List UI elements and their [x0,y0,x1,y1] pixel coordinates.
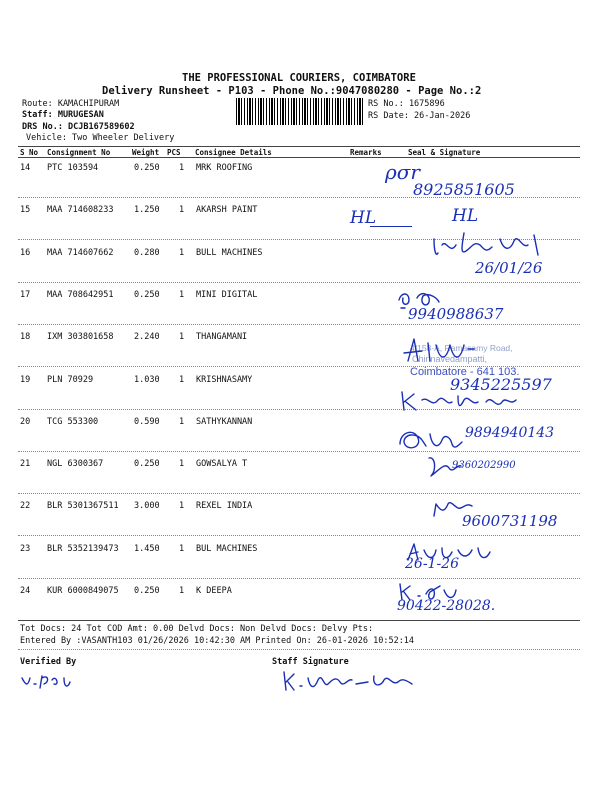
handwritten-phone-19: 9345225597 [450,375,552,394]
staff-signature [280,668,420,694]
cell-weight: 0.250 [134,163,160,173]
cell-sno: 17 [20,290,31,300]
stamp-pin: Coimbatore - 641 103. [410,366,520,378]
cell-consignee: SATHYKANNAN [196,417,253,427]
scribble-14: ρσr [385,160,420,184]
row-separator [18,535,580,536]
col-sno: S No [20,148,39,157]
cell-weight: 0.250 [134,290,160,300]
col-weight: Weight [132,148,160,157]
cell-consignee: THANGAMANI [196,332,248,342]
cell-sno: 18 [20,332,31,342]
company-title: THE PROFESSIONAL COURIERS, COIMBATORE [182,72,416,84]
staff-signature-label: Staff Signature [272,657,349,667]
rs-number: RS No.: 1675896 [368,99,445,109]
header-rule-top [18,146,580,147]
cell-sno: 21 [20,459,31,469]
cell-weight: 3.000 [134,501,160,511]
cell-sno: 15 [20,205,31,215]
verifier-signature [18,668,78,690]
cell-sno: 16 [20,248,31,258]
col-consignment: Consignment No [47,148,111,157]
runsheet-subtitle: Delivery Runsheet - P103 - Phone No.:9047080280 - Page No.:2 [102,85,482,97]
handwritten-remark-15: HL [350,208,377,228]
totals-line: Tot Docs: 24 Tot COD Amt: 0.00 Delvd Docs: Non Delvd Docs: Delvy Pts: [20,624,374,634]
cell-pcs: 1 [179,501,185,511]
cell-consignment: PTC 103594 [47,163,99,173]
cell-sno: 24 [20,586,31,596]
stamp-address: 4/158-A, Ramasamy Road, [410,343,513,353]
cell-weight: 0.590 [134,417,160,427]
cell-pcs: 1 [179,375,185,385]
handwritten-date-23: 26-1-26 [405,556,459,572]
cell-consignee: GOWSALYA T [196,459,248,469]
cell-sno: 14 [20,163,31,173]
cell-consignment: BLR 5352139473 [47,544,119,554]
handwritten-phone-18: 9940988637 [408,305,504,323]
cell-pcs: 1 [179,290,185,300]
row-separator [18,282,580,283]
col-pcs: PCS [167,148,181,157]
cell-consignment: TCG 553300 [47,417,99,427]
handwritten-phone-21: 9360202990 [452,460,516,471]
cell-consignee: REXEL INDIA [196,501,253,511]
cell-consignee: BUL MACHINES [196,544,258,554]
col-remarks: Remarks [350,148,382,157]
footer-rule [18,620,580,621]
route-label: Route: KAMACHIPURAM [22,99,120,109]
handwritten-phone-24: 90422-28028. [397,598,496,614]
cell-consignee: K DEEPA [196,586,232,596]
handwritten-phone-14: 8925851605 [413,180,515,199]
cell-pcs: 1 [179,163,185,173]
cell-pcs: 1 [179,544,185,554]
cell-pcs: 1 [179,248,185,258]
cell-consignment: MAA 714608233 [47,205,114,215]
cell-consignment: PLN 70929 [47,375,94,385]
col-seal: Seal & Signature [408,148,481,157]
cell-sno: 23 [20,544,31,554]
handwritten-sig-15: HL [452,206,479,226]
row-separator [18,578,580,579]
barcode [236,98,364,125]
cell-weight: 0.280 [134,248,160,258]
drs-number: DRS No.: DCJB167589602 [22,122,135,132]
cell-pcs: 1 [179,586,185,596]
cell-consignee: BULL MACHINES [196,248,263,258]
header-rule-bottom [18,157,580,158]
col-consignee: Consignee Details [195,148,272,157]
cell-consignment: KUR 6000849075 [47,586,119,596]
entered-by-line: Entered By :VASANTH103 01/26/2026 10:42:30 AM Printed On: 26-01-2026 10:52:14 [20,636,415,646]
cell-weight: 0.250 [134,459,160,469]
cell-weight: 2.240 [134,332,160,342]
cell-pcs: 1 [179,417,185,427]
cell-weight: 0.250 [134,586,160,596]
cell-sno: 22 [20,501,31,511]
staff-label: Staff: MURUGESAN [22,110,104,120]
stamp-city: Chinnavedampatti, [412,354,488,364]
row-separator [18,324,580,325]
cell-weight: 1.030 [134,375,160,385]
cell-consignment: IXM 303801658 [47,332,114,342]
cell-consignment: BLR 5301367511 [47,501,119,511]
cell-consignee: AKARSH PAINT [196,205,258,215]
cell-sno: 19 [20,375,31,385]
row-separator [18,451,580,452]
cell-pcs: 1 [179,459,185,469]
footer-rule-2 [18,649,580,650]
cell-weight: 1.250 [134,205,160,215]
cell-consignee: KRISHNASAMY [196,375,253,385]
vehicle-label: Vehicle: Two Wheeler Delivery [26,133,175,143]
cell-weight: 1.450 [134,544,160,554]
cell-consignment: NGL 6300367 [47,459,104,469]
remark-underline [370,226,412,227]
cell-pcs: 1 [179,205,185,215]
rs-date: RS Date: 26-Jan-2026 [368,111,471,121]
row-separator [18,493,580,494]
cell-consignment: MAA 714607662 [47,248,114,258]
cell-sno: 20 [20,417,31,427]
handwritten-phone-22: 9600731198 [462,512,558,530]
signature-19-top [400,335,480,365]
signature-19 [398,388,528,414]
cell-pcs: 1 [179,332,185,342]
cell-consignee: MRK ROOFING [196,163,253,173]
handwritten-phone-20: 9894940143 [465,425,555,441]
cell-consignee: MINI DIGITAL [196,290,258,300]
cell-consignment: MAA 708642951 [47,290,114,300]
handwritten-date-16: 26/01/26 [475,259,543,277]
verified-by-label: Verified By [20,657,77,667]
